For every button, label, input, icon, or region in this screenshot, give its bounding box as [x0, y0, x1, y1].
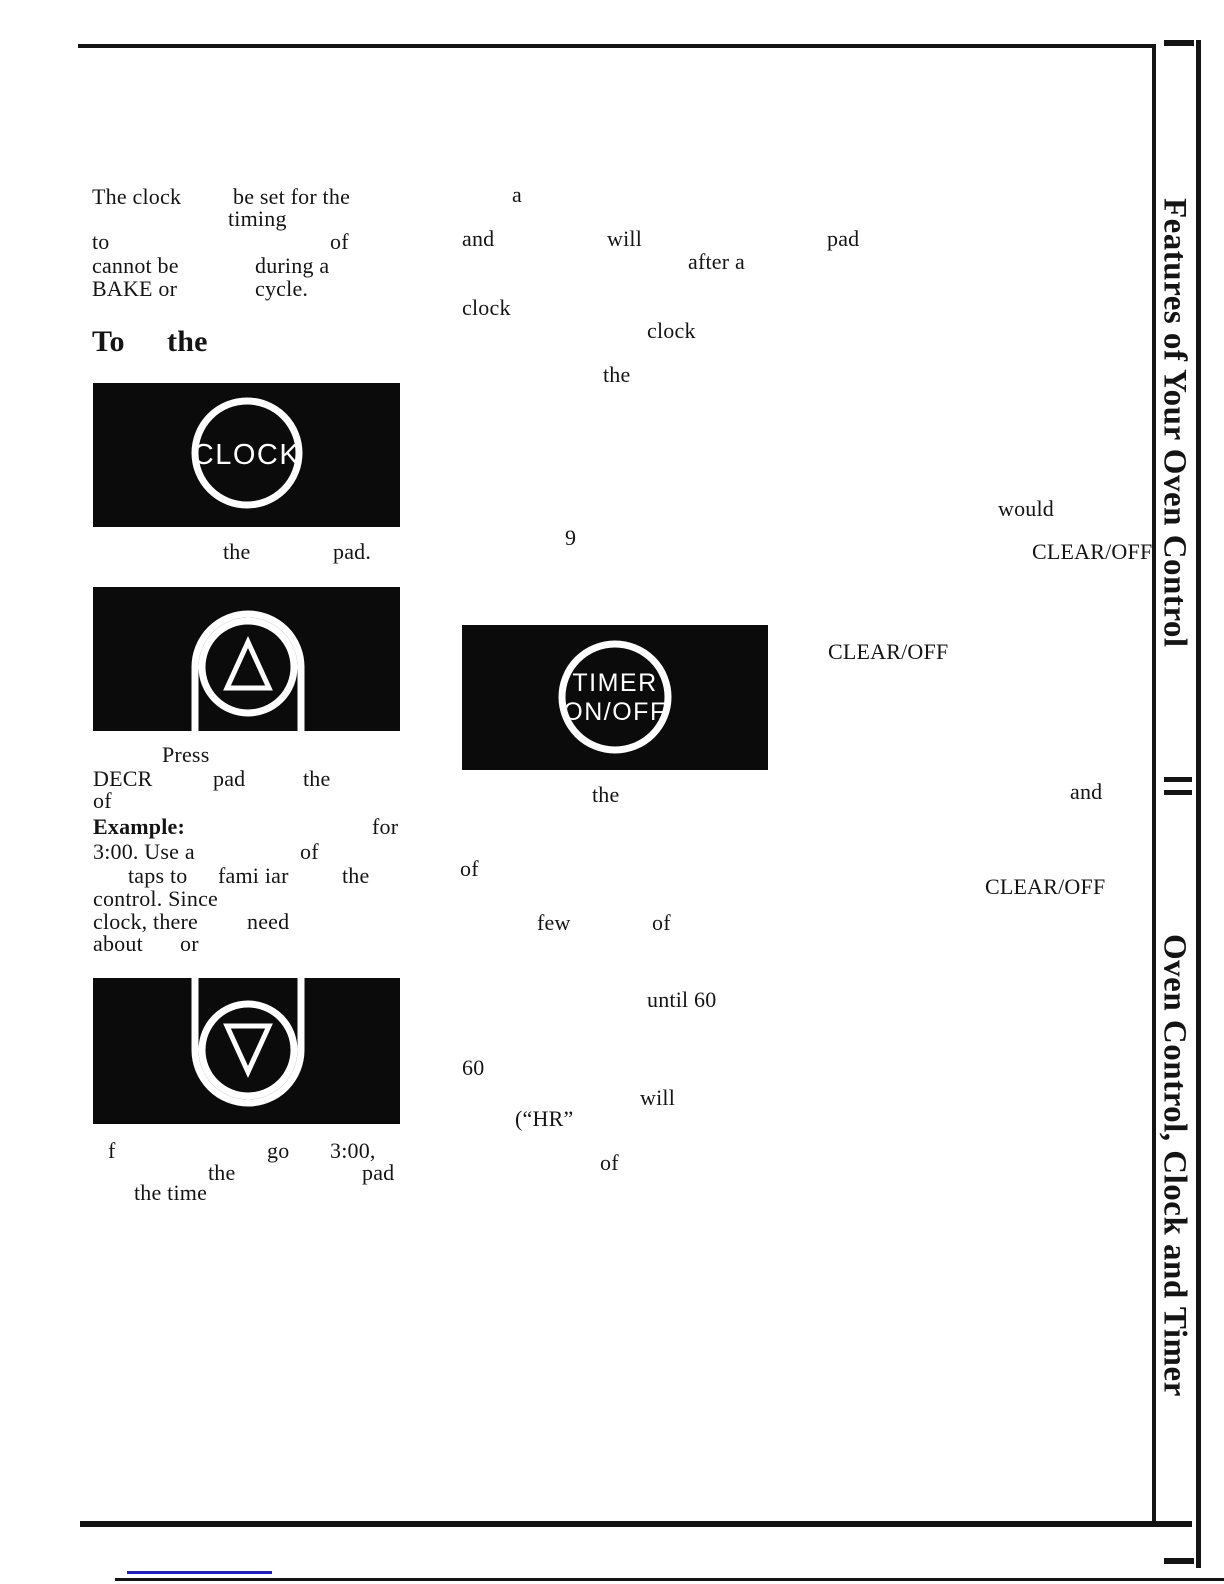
text-fragment: 9 — [565, 525, 577, 550]
text-fragment: pad. — [333, 539, 372, 564]
text-fragment: of — [460, 856, 479, 881]
text-fragment: pad — [362, 1160, 395, 1185]
text-fragment: CLEAR/OFF — [985, 874, 1106, 899]
text-fragment: 3:00. Use a — [93, 839, 195, 864]
timer-pad-illustration — [462, 625, 768, 770]
top-border-rule — [78, 44, 1156, 48]
text-fragment: will — [607, 226, 643, 251]
text-fragment: of — [300, 839, 319, 864]
bottom-border-rule — [80, 1521, 1192, 1527]
text-fragment: the — [167, 325, 208, 358]
text-fragment: Example: — [93, 814, 186, 839]
text-fragment: and — [1070, 779, 1103, 804]
text-fragment: 60 — [462, 1055, 485, 1080]
text-fragment: BAKE or — [92, 276, 178, 301]
timer-pad-label-line2: ON/OFF — [563, 697, 667, 726]
timer-pad-label — [563, 669, 666, 727]
sidebar-section-divider-bar-1 — [1164, 777, 1192, 782]
right-rule-bottom-tick — [1164, 1558, 1194, 1564]
text-fragment: pad — [827, 226, 860, 251]
text-fragment: fami iar — [218, 863, 289, 888]
text-fragment: Press — [162, 742, 210, 767]
up-arrow-icon — [93, 587, 400, 731]
increase-pad-illustration — [93, 587, 400, 731]
text-fragment: after a — [688, 249, 745, 274]
text-fragment: CLEAR/OFF — [1032, 539, 1153, 564]
text-fragment: go — [267, 1138, 290, 1163]
text-fragment: the — [223, 539, 251, 564]
text-fragment: control. Since — [93, 886, 218, 911]
text-fragment: The clock — [92, 184, 182, 209]
timer-pad-label-line1: TIMER — [572, 668, 658, 697]
sidebar-section-divider-bar-2 — [1164, 790, 1192, 795]
text-fragment: for — [372, 814, 399, 839]
text-fragment: clock — [647, 318, 696, 343]
text-fragment: a — [512, 182, 522, 207]
footer-hairline-rule — [115, 1578, 1224, 1581]
text-fragment: taps to — [128, 863, 188, 888]
text-fragment: of — [600, 1150, 619, 1175]
clock-pad-illustration — [93, 383, 400, 527]
text-fragment: 3:00, — [330, 1138, 376, 1163]
text-fragment: clock, there — [93, 909, 199, 934]
text-fragment: cannot be — [92, 253, 179, 278]
text-fragment: cycle. — [255, 276, 309, 301]
down-arrow-icon — [93, 978, 400, 1124]
text-fragment: and — [462, 226, 495, 251]
text-fragment: until 60 — [647, 987, 717, 1012]
sidebar-section-title-top: Features of Your Oven Control — [1156, 198, 1193, 648]
text-fragment: clock — [462, 295, 511, 320]
text-fragment: few — [537, 910, 571, 935]
text-fragment: or — [180, 931, 199, 956]
text-fragment: be set for the — [233, 184, 351, 209]
footer-blue-underline — [127, 1571, 272, 1574]
text-fragment: of — [93, 788, 112, 813]
decrease-pad-illustration — [93, 978, 400, 1124]
text-fragment: the — [592, 782, 620, 807]
text-fragment: need — [247, 909, 290, 934]
text-fragment: timing — [228, 206, 287, 231]
text-fragment: about — [93, 931, 143, 956]
text-fragment: f — [108, 1138, 116, 1163]
text-fragment: DECR — [93, 766, 153, 791]
right-rule-top-tick — [1164, 40, 1194, 46]
text-fragment: (“HR” — [515, 1106, 574, 1131]
text-fragment: To — [92, 325, 125, 358]
text-fragment: the time — [134, 1180, 208, 1205]
text-fragment: to — [92, 229, 110, 254]
text-fragment: pad — [213, 766, 246, 791]
text-fragment: CLEAR/OFF — [828, 639, 949, 664]
text-fragment: the — [208, 1160, 236, 1185]
text-fragment: the — [303, 766, 331, 791]
text-fragment: would — [998, 496, 1054, 521]
text-fragment: during a — [255, 253, 330, 278]
clock-pad-label: CLOCK — [192, 438, 301, 471]
text-fragment: the — [603, 362, 631, 387]
text-fragment: of — [330, 229, 349, 254]
text-fragment: of — [652, 910, 671, 935]
text-fragment: will — [640, 1085, 676, 1110]
text-fragment: the — [342, 863, 370, 888]
sidebar-section-title-bottom: Oven Control, Clock and Timer — [1156, 933, 1193, 1397]
